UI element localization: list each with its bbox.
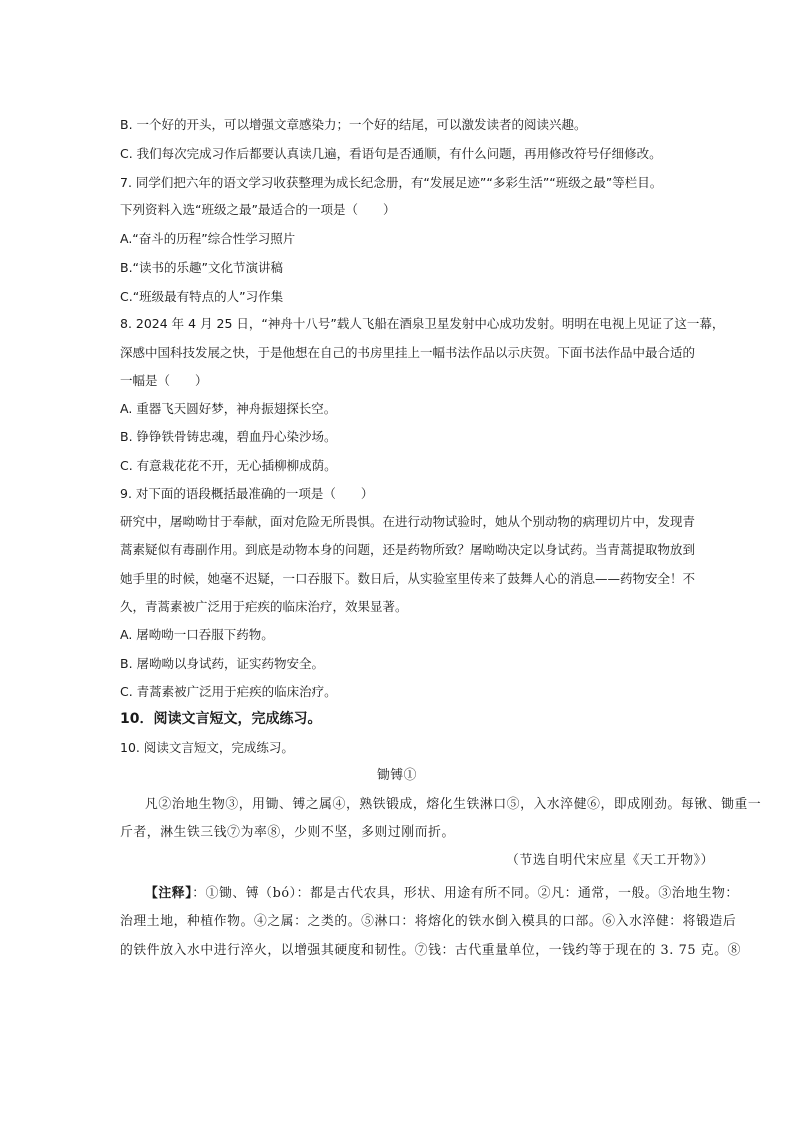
question-7-prompt: 下列资料入选“班级之最”最适合的一项是（ ） xyxy=(120,202,396,217)
question-9-stem: 9. 对下面的语段概括最准确的一项是（ ） xyxy=(120,486,374,501)
option-c-q6: C. 我们每次完成习作后都要认真读几遍，看语句是否通顺，有什么问题，再用修改符号仔细修改。 xyxy=(120,146,662,161)
annotation-line-3: 的铁件放入水中进行淬火，以增强其硬度和韧性。⑦钱：古代重量单位，一钱约等于现在的 3. 75 克。⑧ xyxy=(120,943,741,958)
option-c-q8: C. 有意栽花花不开，无心插柳柳成荫。 xyxy=(120,458,337,473)
passage-line-1: 研究中，屠呦呦甘于奉献，面对危险无所畏惧。在进行动物试验时，她从个别动物的病理切片中，发现青 xyxy=(120,514,696,529)
option-a-q9: A. 屠呦呦一口吞服下药物。 xyxy=(120,627,274,642)
option-a-q7: A.“奋斗的历程”综合性学习照片 xyxy=(120,231,296,246)
section-10-heading: 10．阅读文言短文，完成练习。 xyxy=(120,711,322,727)
passage-line-4: 久，青蒿素被广泛用于疟疾的临床治疗，效果显著。 xyxy=(120,599,408,614)
passage-line-2: 蒿素疑似有毒副作用。到底是动物本身的问题，还是药物所致？屠呦呦决定以身试药。当青蒿提取物放到 xyxy=(120,542,696,557)
option-b-q7: B.“读书的乐趣”文化节演讲稿 xyxy=(120,260,284,275)
option-c-q7: C.“班级最有特点的人”习作集 xyxy=(120,289,284,304)
question-8-stem-line2: 深感中国科技发展之快，于是他想在自己的书房里挂上一幅书法作品以示庆贺。下面书法作品中最合适的 xyxy=(120,345,696,360)
classical-text-source: （节选自明代宋应星《天工开物》） xyxy=(506,853,714,868)
annotation-label: 【注释】 xyxy=(145,886,193,901)
annotation-line-2: 治理土地，种植作物。④之属：之类的。⑤淋口：将熔化的铁水倒入模具的口部。⑥入水淬健：将锻造后 xyxy=(120,914,737,929)
annotation-line-1 xyxy=(145,885,739,903)
question-7-stem: 7. 同学们把六年的语文学习收获整理为成长纪念册，有“发展足迹”“多彩生活”“班级之最”等栏目。 xyxy=(120,175,663,190)
classical-text-title: 锄镈① xyxy=(376,768,418,783)
classical-text-line-2: 斤者，淋生铁三钱⑦为率⑧，少则不坚，多则过刚而折。 xyxy=(120,825,455,840)
option-a-q8: A. 重器飞天圆好梦，神舟振翅探长空。 xyxy=(120,401,337,416)
question-8-prompt: 一幅是（ ） xyxy=(120,373,208,388)
annotation-line-1-text: ：①锄、镈（bó）：都是古代农具，形状、用途有所不同。②凡：通常，一般。③治地生物： xyxy=(192,886,739,901)
question-10-stem: 10. 阅读文言短文，完成练习。 xyxy=(120,740,294,755)
passage-line-3: 她手里的时候，她毫不迟疑，一口吞服下。数日后，从实验室里传来了鼓舞人心的消息——药物安全！不 xyxy=(120,571,696,586)
option-b-q6: B. 一个好的开头，可以增强文章感染力；一个好的结尾，可以激发读者的阅读兴趣。 xyxy=(120,117,587,132)
option-b-q9: B. 屠呦呦以身试药，证实药物安全。 xyxy=(120,656,325,671)
classical-text-line-1: 凡②治地生物③，用锄、镈之属④，熟铁锻成，熔化生铁淋口⑤，入水淬健⑥，即成刚劲。每锹、锄重一 xyxy=(145,797,762,812)
question-8-stem-line1: 8. 2024 年 4 月 25 日，“神舟十八号”载人飞船在酒泉卫星发射中心成功发射。明明在电视上见证了这一幕， xyxy=(120,316,725,331)
option-b-q8: B. 铮铮铁骨铸忠魂，碧血丹心染沙场。 xyxy=(120,429,337,444)
option-c-q9: C. 青蒿素被广泛用于疟疾的临床治疗。 xyxy=(120,684,337,699)
